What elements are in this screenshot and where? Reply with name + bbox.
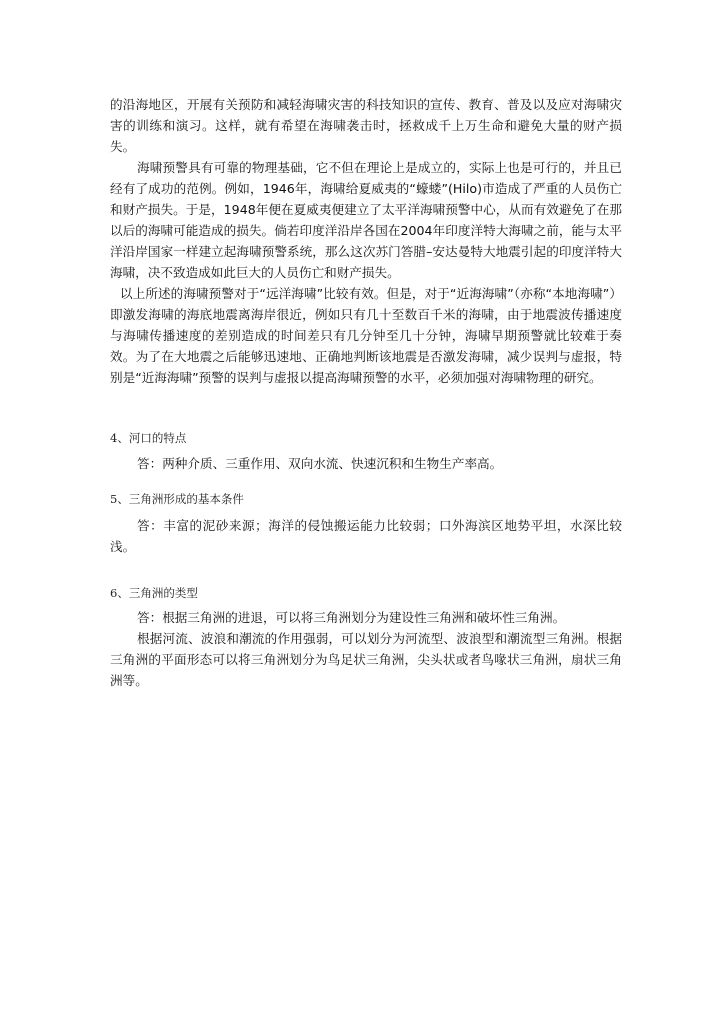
answer-text: 答：根据三角洲的进退，可以将三角洲划分为建设性三角洲和破坏性三角洲。 [137,610,566,625]
tsunami-text-block [110,94,622,388]
section-heading-estuary: 4、河口的特点 [110,431,187,445]
paragraph-warning-basis: 海啸预警具有可靠的物理基础，它不但在理论上是成立的，实际上也是可行的，并且已经有了成功的范例。例如，1946年，海啸给夏威夷的“蠔蝼”(Hilo)市造成了严重的人员伤亡和财产损失。于是，1948年便在夏威夷便建立了太平洋海啸预警中心，从而有效避免了在那以后的海啸可能造成的损失。倘若印度洋沿岸各国在2004年印度洋特大海啸之前，能与太平洋沿岸国家一样建立起海啸预警系统，那么这次苏门答腊–安达曼特大地震引起的印度洋特大海啸，决不致造成如此巨大的人员伤亡和财产损失。 [110,160,622,280]
answer-estuary [110,453,622,474]
answer-delta-conditions [110,515,622,557]
paragraph-near-field-tsunami: 以上所述的海啸预警对于“远洋海啸”比较有效。但是，对于“近海海啸”（亦称“本地海啸”）即激发海啸的海底地震离海岸很近，例如只有几十至数百千米的海啸，由于地震波传播速度与海啸传播速度的差别造成的时间差只有几分钟至几十分钟，海啸早期预警就比较难于奏效。为了在大地震之后能够迅速地、正确地判断该地震是否激发海啸，减少误判与虚报，特别是“近海海啸”预警的误判与虚报以提高海啸预警的水平，必须加强对海啸物理的研究。 [110,286,622,385]
answer-text: 答：丰富的泥砂来源；海洋的侵蚀搬运能力比较弱；口外海滨区地势平坦，水深比较浅。 [110,518,622,554]
answer-delta-types [110,607,622,691]
answer-text: 答：两种介质、三重作用、双向水流、快速沉积和生物生产率高。 [137,456,503,471]
answer-text-continued: 根据河流、波浪和潮流的作用强弱，可以划分为河流型、波浪型和潮流型三角洲。根据三角洲的平面形态可以将三角洲划分为鸟足状三角洲，尖头状或者鸟喙状三角洲，扇状三角洲等。 [110,631,622,688]
paragraph-continuation: 的沿海地区，开展有关预防和减轻海啸灾害的科技知识的宣传、教育、普及以及应对海啸灾害的训练和演习。这样，就有希望在海啸袭击时，拯救成千上万生命和避免大量的财产损失。 [110,97,622,154]
section-heading-delta-conditions: 5、三角洲形成的基本条件 [110,492,244,506]
section-heading-delta-types: 6、三角洲的类型 [110,586,198,600]
